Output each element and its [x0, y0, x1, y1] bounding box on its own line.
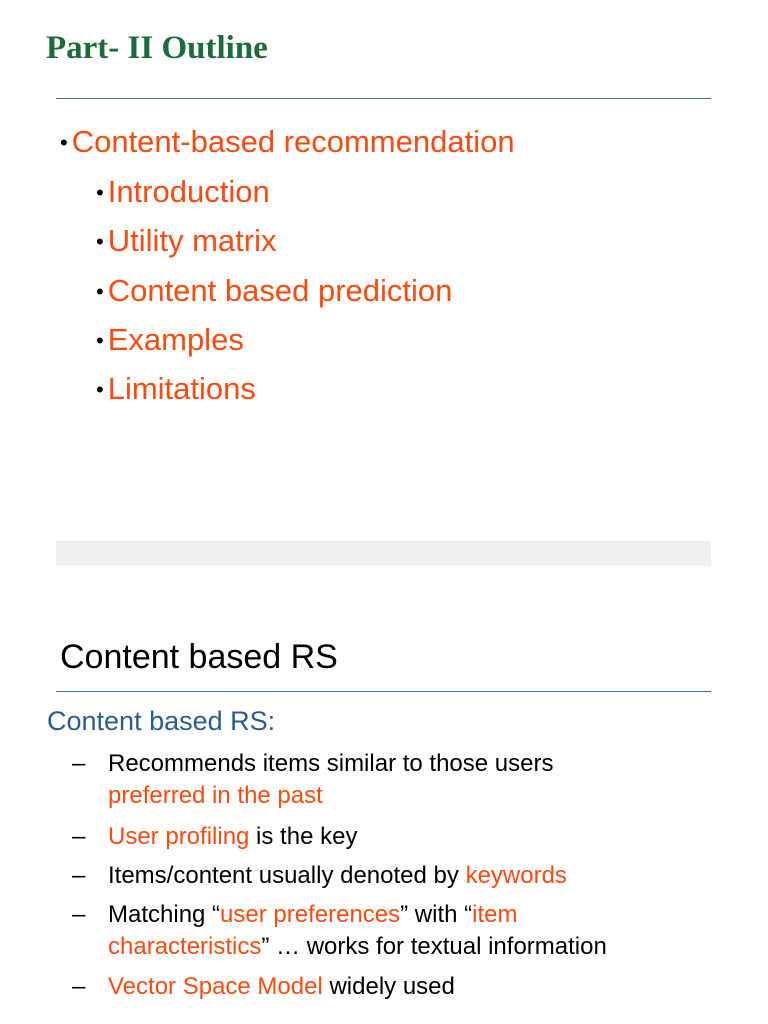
outline-subitem: • Utility matrix: [96, 223, 277, 258]
list-item: – Matching “user preferences” with “item characteristics” … works for textual information: [72, 901, 607, 960]
dash-bullet: –: [72, 973, 86, 1000]
outline-item-main: • Content-based recommendation: [60, 124, 515, 159]
dash-bullet: –: [72, 750, 86, 777]
bullet-icon: •: [96, 279, 104, 304]
outline-subitem: • Content based prediction: [96, 273, 453, 308]
title-divider: [56, 691, 711, 692]
bullet-icon: •: [96, 377, 104, 402]
bullet-icon: •: [60, 130, 68, 155]
dash-bullet: –: [72, 823, 86, 850]
bullet-icon: •: [96, 180, 104, 205]
subheading: Content based RS:: [47, 706, 276, 736]
bullet-icon: •: [96, 229, 104, 254]
dash-bullet: –: [72, 862, 86, 889]
list-item: – Items/content usually denoted by keywords: [72, 860, 567, 892]
outline-subitem: • Limitations: [96, 371, 256, 406]
slide-content-based-rs: [0, 566, 768, 1024]
slide-title: Content based RS: [60, 638, 338, 676]
bullet-icon: •: [96, 328, 104, 353]
outline-subitem: • Examples: [96, 322, 244, 357]
slide-title: Part- II Outline: [46, 30, 268, 66]
slide-separator: [56, 541, 711, 566]
list-item: – Recommends items similar to those users preferred in the past: [72, 750, 554, 809]
title-divider: [56, 98, 711, 99]
dash-bullet: –: [72, 901, 86, 928]
list-item: – Vector Space Model widely used: [72, 971, 455, 1003]
outline-subitem: • Introduction: [96, 174, 270, 209]
list-item: – User profiling is the key: [72, 821, 357, 853]
